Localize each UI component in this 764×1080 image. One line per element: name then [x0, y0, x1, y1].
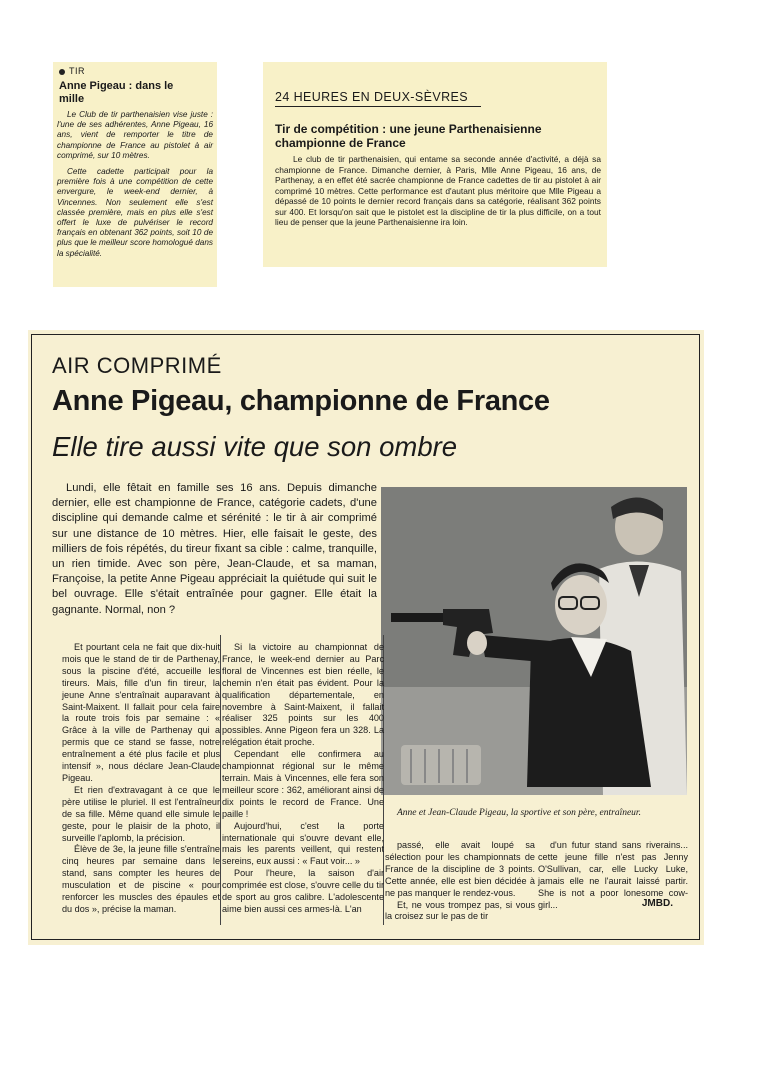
photo-caption: Anne et Jean-Claude Pigeau, la sportive et son père, entraîneur. — [397, 808, 641, 818]
paragraph: Le club de tir parthenaisien, qui entame sa seconde année d'activité, a déjà sa championne de France. Dimanche dernier, à Paris, Mlle Anne Pigeau, 16 ans, de Parthenay, a en effet été sacrée championne de France cadettes de tir au pistolet à air comprimé 10 mètres. Cette performance est d'autant plus méritoire que Mlle Pigeau a dépassé de 10 points le dernier record français dans sa catégorie, réalisant 362 points sur 400. Et lorsqu'on sait que le pistolet est la discipline de tir la plus difficile, on a tout lieu de penser que la jeune Parthenaisienne ira loin. — [275, 154, 601, 227]
subheadline: Elle tire aussi vite que son ombre — [52, 431, 458, 462]
article-photo — [381, 487, 687, 795]
clipping-24-heures — [263, 62, 607, 267]
paragraph: Aujourd'hui, c'est la porte internationale qui s'ouvre devant elle, mais les parents veillent, qui restent sereins, eux aussi : « Faut voir... » — [222, 820, 384, 867]
clipping-body — [57, 110, 213, 265]
paragraph: Cette cadette participait pour la première fois à une compétition de cette envergure, le week-end dernier, à Vincennes. Non seulement elle s'est classée première, mais en plus elle s'est offert le luxe de pulvériser le record français en obtenant 362 points, soit 10 de plus que le meilleur score homologué dans la spécialité. — [57, 167, 213, 258]
paragraph: Cependant elle confirmera au championnat régional sur le même terrain. Mais à Vincennes, elle fera son meilleur score : 362, améliorant ainsi de dix points le record de France. Une paille ! — [222, 749, 384, 819]
column-rule — [220, 635, 221, 925]
paragraph: Le Club de tir parthenaisien vise juste : l'une de ses adhérentes, Anne Pigeau, 16 ans, vient de remporter le titre de championne de France au pistolet à air comprimé, sur 10 mètres. — [57, 110, 213, 160]
clipping-body — [275, 154, 601, 228]
paragraph: Et, ne vous trompez pas, si vous la croisez sur le pas de tir — [385, 899, 535, 922]
lede-paragraph: Lundi, elle fêtait en famille ses 16 ans. Depuis dimanche dernier, elle est championne de France, catégorie cadets, d'une discipline qui demande calme et sérénité : le tir à air comprimé sur une distance de 10 mètres. Hier, elle faisait le geste, des milliers de fois répétés, du tireur fixant sa cible : calme, tranquille, un rien timide. Avec son père, Jean-Claude, et sa maman, Françoise, la petite Anne Pigeau appréciait la quiétude qui suit le bel ouvrage. Elle s'était entraînée pour gagner. Elle était la gagnante. Normal, non ? — [52, 482, 377, 616]
section-label: TIR — [59, 66, 85, 76]
column-1 — [62, 642, 220, 916]
author-signature: JMBD. — [641, 898, 673, 909]
article-frame — [31, 334, 700, 940]
paragraph: Pour l'heure, la saison d'air comprimée est close, s'ouvre celle du tir de sport au gros calibre. L'adolescente aime bien aussi ces armes-là. L'an — [222, 868, 384, 914]
main-article — [28, 330, 704, 945]
lede — [52, 481, 377, 618]
column-2 — [222, 642, 384, 916]
kicker: AIR COMPRIMÉ — [52, 353, 222, 378]
paragraph: Élève de 3e, la jeune fille s'entraîne cinq heures par semaine dans le stand, sans compter les heures de musculation et de piscine « pour renforcer les muscles des épaules et du dos », précise la maman. — [62, 844, 220, 914]
clipping-tir — [53, 62, 217, 287]
headline: Anne Pigeau, championne de France — [52, 385, 550, 417]
section-label: 24 HEURES EN DEUX-SÈVRES — [275, 90, 481, 107]
paragraph: Si la victoire au championnat de France, le week-end dernier au Parc floral de Vincennes est bien réelle, le chemin n'en était pas évident. Pour la qualification départementale, en novembre à Saint-Maixent, il fallait réaliser 325 points sur les 400 possibles. Anne Pigeon fera un 328. La relégation était proche. — [222, 642, 384, 748]
shooter-photo-illustration — [381, 487, 687, 795]
clipping-title: Tir de compétition : une jeune Parthenaisienne championne de France — [275, 122, 542, 150]
paragraph: Et pourtant cela ne fait que dix-huit mois que le stand de tir de Parthenay, sous la piscine d'été, accueille les tireurs. Mais, fille d'un fin tireur, la jeune Anne s'entraînait auparavant à Saint-Maixent. Il fallait pour cela faire la route trois fois par semaine : « Grâce à la ville de Parthenay qui a permis que ce stand se fasse, notre entraînement a été plus facile et plus intensif », nous déclare Jean-Claude Pigeau. — [62, 642, 220, 783]
column-3 — [385, 840, 535, 923]
paragraph: passé, elle avait loupé sa sélection pour les championnats de France de la discipline de 3 points. Cette année, elle est bien décidée à ne pas manquer le rendez-vous. — [385, 840, 535, 898]
bullet-icon — [59, 69, 65, 75]
clipping-title: Anne Pigeau : dans le mille — [59, 80, 174, 105]
paragraph: d'un futur stand sans riverains... cette jeune fille n'est pas Jenny O'Sullivan, car, elle Lucky Luke, jamais elle ne l'aurait laissé partir. She is not a poor lonesome cow-girl... — [538, 840, 688, 910]
paragraph: Et rien d'extravagant à ce que le père utilise le pluriel. Il est l'entraîneur de sa fille. Même quand elle simule le geste, pour le plaisir de la photo, il surveille l'aplomb, la précision. — [62, 784, 220, 843]
